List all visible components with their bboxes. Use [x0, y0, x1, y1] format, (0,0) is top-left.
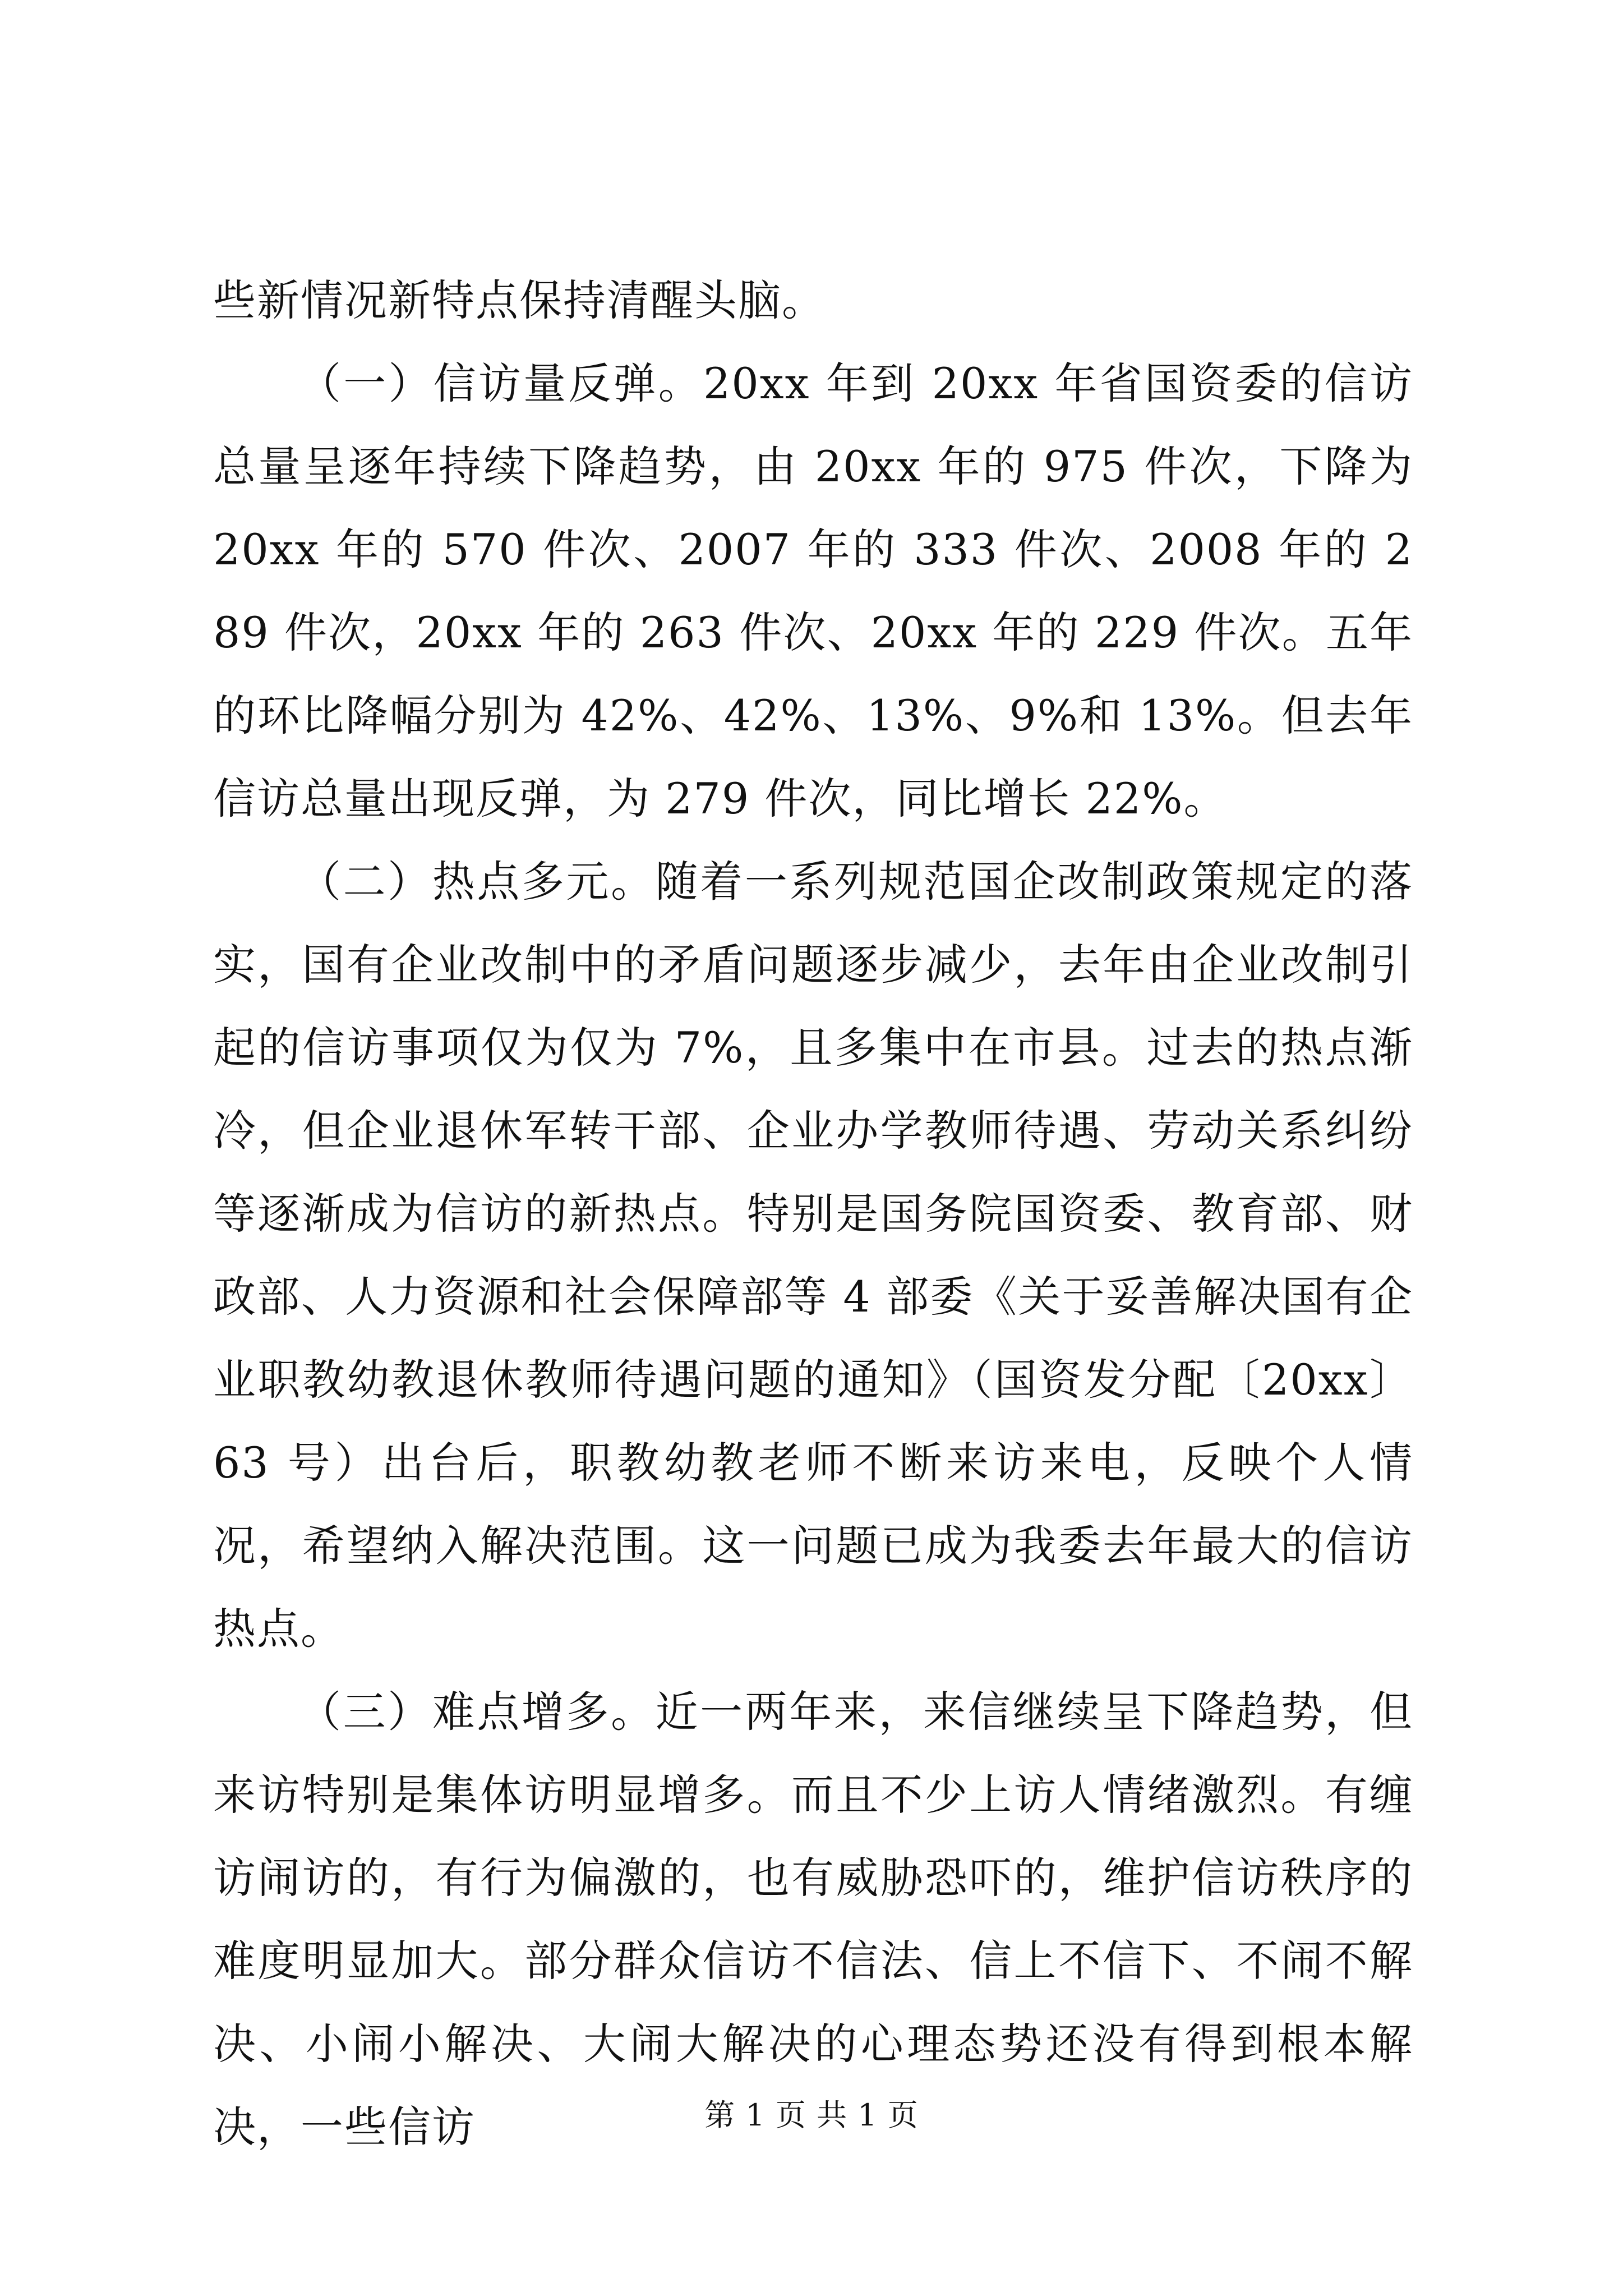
document-body — [213, 259, 1413, 2169]
paragraph-hotspots: （二）热点多元。随着一系列规范国企改制政策规定的落实，国有企业改制中的矛盾问题逐步减少，去年由企业改制引起的信访事项仅为仅为 7%，且多集中在市县。过去的热点渐冷，但企业退休军转干部、企业办学教师待遇、劳动关系纠纷等逐渐成为信访的新热点。特别是国务院国资委、教育部、财政部、人力资源和社会保障部等 4 部委《关于妥善解决国有企业职教幼教退休教师待遇问题的通知》（国资发分配〔20xx〕63 号）出台后，职教幼教老师不断来访来电，反映个人情况，希望纳入解决范围。这一问题已成为我委去年最大的信访热点。 — [213, 857, 1413, 1654]
page-footer: 第 1 页 共 1 页 — [704, 2097, 919, 2133]
paragraph-continuation: 些新情况新特点保持清醒头脑。 — [213, 275, 826, 325]
paragraph-petition-volume: （一）信访量反弹。20xx 年到 20xx 年省国资委的信访总量呈逐年持续下降趋势，由 20xx 年的 975 件次，下降为 20xx 年的 570 件次、2007 年的 333 件次、2008 年的 289 件次，20xx 年的 263 件次、20xx 年的 229 件次。五年的环比降幅分别为 42%、42%、13%、9%和 13%。但去年信访总量出现反弹，为 279 件次，同比增长 22%。 — [213, 358, 1413, 823]
paragraph-difficulties: （三）难点增多。近一两年来，来信继续呈下降趋势，但来访特别是集体访明显增多。而且不少上访人情绪激烈。有缠访闹访的，有行为偏激的，也有威胁恐吓的，维护信访秩序的难度明显加大。部分群众信访不信法、信上不信下、不闹不解决、小闹小解决、大闹大解决的心理态势还没有得到根本解决，一些信访 — [213, 1687, 1413, 2152]
